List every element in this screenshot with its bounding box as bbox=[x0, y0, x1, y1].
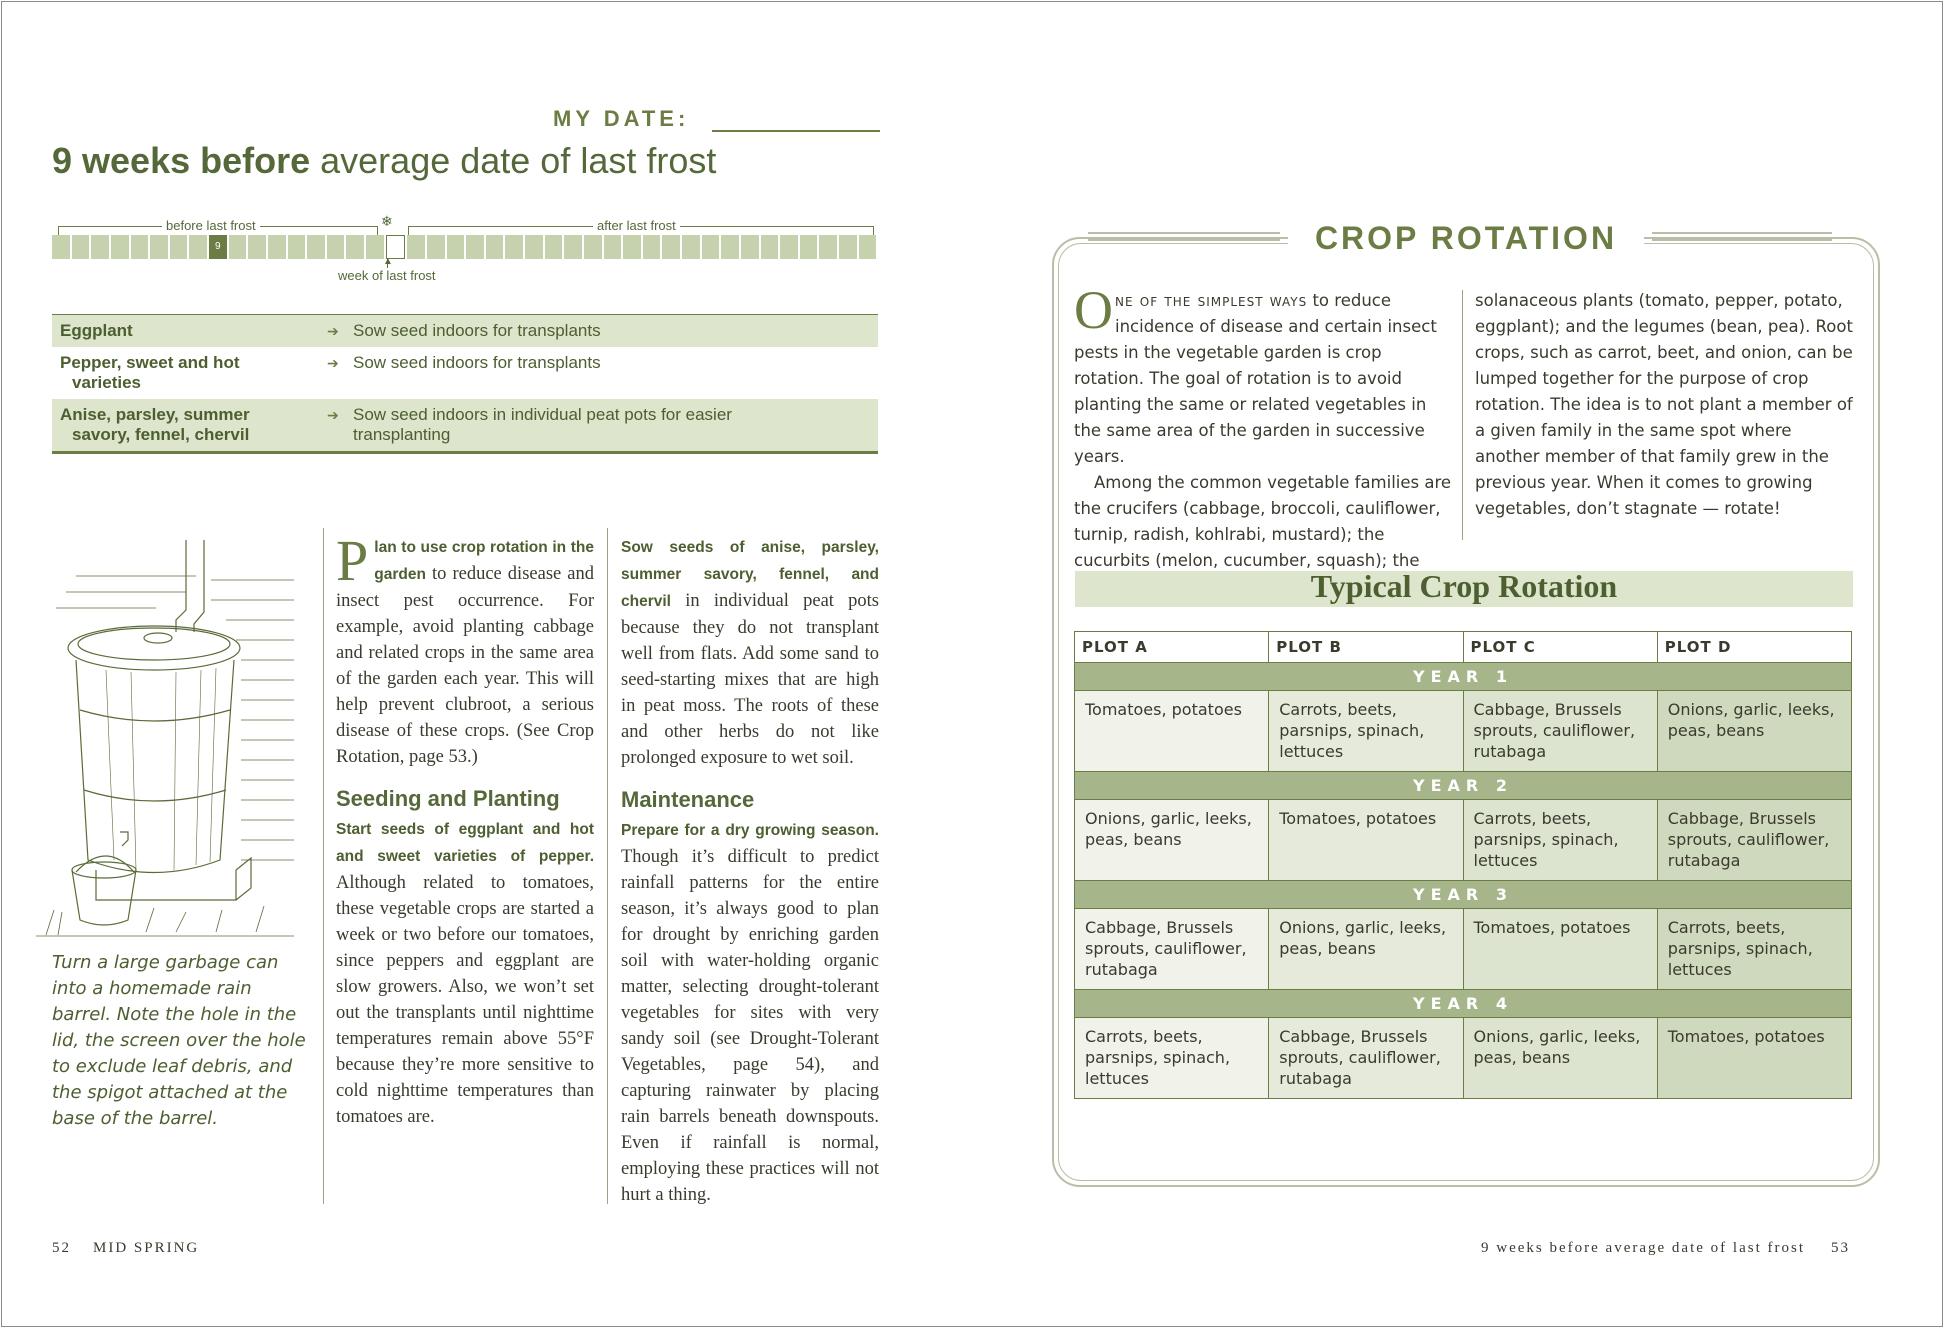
week-cell bbox=[505, 235, 523, 259]
arrow-up-icon: ▲ bbox=[383, 256, 393, 267]
action-line: Sow seed indoors for transplants bbox=[353, 353, 601, 372]
illustration-caption: Turn a large garbage can into a homemade rain barrel. Note the hole in the lid, the screen over the hole to exclude leaf debris, and the spigot attached at the base of the barrel. bbox=[52, 952, 306, 1129]
paragraph: to reduce incidence of disease and certain insect pests in the vegetable garden is crop rotation. The goal of rotation is to avoid planting the same or related vegetables in the same area of the garden in successive years. bbox=[1074, 291, 1437, 466]
table-cell: Tomatoes, potatoes bbox=[1657, 1018, 1851, 1099]
paragraph: Though it’s difficult to predict rainfall patterns for the entire season, it’s always good to plan for drought by enriching garden soil with water-holding organic matter, selecting drought-tolerant vegetables for sites with very sandy soil (see Drought-Tolerant Vegetables, page 54), and capturing rainwater by placing rain barrels beneath downspouts. Even if rainfall is normal, employing these practices will not hurt a thing. bbox=[621, 847, 879, 1205]
week-cell bbox=[150, 235, 168, 259]
week-cell bbox=[268, 235, 286, 259]
subheading: Maintenance bbox=[621, 787, 755, 812]
lead-in: Start seeds of eggplant and hot and sweet varieties of pepper. bbox=[336, 821, 594, 865]
task-row bbox=[52, 347, 878, 399]
week-cell bbox=[623, 235, 641, 259]
my-date-blank-line bbox=[712, 130, 880, 132]
week-cell bbox=[466, 235, 484, 259]
current-week-marker: 9 bbox=[209, 235, 227, 259]
week-cell bbox=[111, 235, 129, 259]
year-band-row bbox=[1075, 990, 1852, 1018]
task-action bbox=[327, 315, 878, 347]
year-label: YEAR 4 bbox=[1075, 990, 1852, 1018]
task-table bbox=[52, 314, 878, 454]
column-rule bbox=[607, 528, 608, 1204]
week-cell bbox=[427, 235, 445, 259]
box-title: CROP ROTATION bbox=[1314, 220, 1618, 256]
table-row bbox=[1075, 800, 1852, 881]
table-cell: Carrots, beets, parsnips, spinach, lettuces bbox=[1075, 1018, 1269, 1099]
task-action bbox=[327, 399, 878, 451]
arrow-right-icon: ➔ bbox=[327, 323, 339, 339]
arrow-right-icon: ➔ bbox=[327, 355, 339, 371]
week-cell bbox=[486, 235, 504, 259]
header-plot-d: PLOT D bbox=[1657, 632, 1851, 663]
action-line: Sow seed indoors in individual peat pots for easier bbox=[353, 405, 732, 424]
subheading: Seeding and Planting bbox=[336, 786, 560, 811]
action-line: Sow seed indoors for transplants bbox=[353, 321, 601, 340]
crop-rotation-table bbox=[1074, 631, 1852, 1099]
lead-in: Sow seeds of anise, parsley, summer savory, fennel, and chervil bbox=[621, 539, 879, 610]
title-rule-left bbox=[1088, 232, 1280, 241]
paragraph: Although related to tomatoes, these vegetable crops are started a week or two before our tomatoes, since peppers and eggplant are slow growers. Also, we won’t set out the transplants until nighttime temperatures remain above 55°F because they’re more sensitive to cold nighttime temperatures than tomatoes are. bbox=[336, 873, 594, 1127]
table-cell: Cabbage, Brussels sprouts, cauliflower, rutabaga bbox=[1075, 909, 1269, 990]
header-plot-a: PLOT A bbox=[1075, 632, 1269, 663]
week-timeline bbox=[52, 235, 878, 259]
my-date-label: MY DATE: bbox=[553, 106, 690, 131]
week-cell bbox=[346, 235, 364, 259]
downspout bbox=[176, 540, 204, 632]
table-cell: Carrots, beets, parsnips, spinach, lettuces bbox=[1463, 800, 1657, 881]
paragraph: to reduce disease and insect pest occurrence. For example, avoid planting cabbage and related crops in the same area of the garden each year. This will help prevent clubroot, a serious disease of these crops. (See Crop Rotation, page 53.) bbox=[336, 564, 594, 767]
week-cell bbox=[189, 235, 207, 259]
rain-barrel-illustration bbox=[36, 540, 294, 940]
paragraph: in individual peat pots because they do not transplant well from flats. Add some sand to seed-starting mixes that are high in peat moss. The roots of these and other herbs do not like prolonged exposure to wet soil. bbox=[621, 591, 879, 768]
drop-cap: P bbox=[336, 528, 369, 593]
lead-in: lan to use crop rotation in the garden bbox=[374, 539, 594, 583]
week-cell bbox=[288, 235, 306, 259]
intro-column-1 bbox=[1074, 280, 1454, 574]
week-cell bbox=[761, 235, 779, 259]
task-action bbox=[327, 347, 878, 399]
week-cell bbox=[721, 235, 739, 259]
task-row bbox=[52, 315, 878, 347]
week-cell bbox=[859, 235, 877, 259]
spigot bbox=[120, 832, 128, 846]
task-crop bbox=[52, 315, 327, 347]
week-cell bbox=[229, 235, 247, 259]
crop-name: savory, fennel, chervil bbox=[72, 425, 250, 444]
year-label: YEAR 1 bbox=[1075, 663, 1852, 691]
before-frost-label: before last frost bbox=[162, 218, 260, 233]
week-of-last-frost-label: week of last frost bbox=[338, 268, 436, 283]
week-cell bbox=[780, 235, 798, 259]
week-cell bbox=[800, 235, 818, 259]
crop-name: Eggplant bbox=[60, 321, 133, 340]
table-header-row bbox=[1075, 632, 1852, 663]
table-cell: Cabbage, Brussels sprouts, cauliflower, rutabaga bbox=[1657, 800, 1851, 881]
week-cell bbox=[327, 235, 345, 259]
week-cell bbox=[447, 235, 465, 259]
body-column-2 bbox=[621, 534, 879, 1208]
week-cell bbox=[307, 235, 325, 259]
task-text bbox=[353, 405, 878, 445]
week-cell bbox=[643, 235, 661, 259]
week-cell bbox=[545, 235, 563, 259]
week-cell bbox=[52, 235, 70, 259]
week-cell bbox=[839, 235, 857, 259]
snowflake-icon: ❄ bbox=[381, 213, 393, 229]
page-number: 53 bbox=[1831, 1240, 1850, 1256]
header-plot-b: PLOT B bbox=[1269, 632, 1463, 663]
year-label: YEAR 3 bbox=[1075, 881, 1852, 909]
table-cell: Onions, garlic, leeks, peas, beans bbox=[1075, 800, 1269, 881]
folio-left bbox=[52, 1240, 199, 1257]
table-title: Typical Crop Rotation bbox=[1310, 568, 1618, 604]
drop-cap: O bbox=[1074, 280, 1113, 340]
house-siding bbox=[56, 576, 294, 860]
body-column-1 bbox=[336, 528, 594, 1130]
week-cell bbox=[407, 235, 425, 259]
table-cell: Cabbage, Brussels sprouts, cauliflower, rutabaga bbox=[1463, 691, 1657, 772]
crop-name: varieties bbox=[72, 373, 141, 392]
week-cell bbox=[702, 235, 720, 259]
week-cell bbox=[170, 235, 188, 259]
small-caps-lead: ne of the simplest ways bbox=[1115, 291, 1308, 310]
year-band-row bbox=[1075, 881, 1852, 909]
week-cell bbox=[131, 235, 149, 259]
title-rule-right bbox=[1652, 232, 1832, 241]
action-line: transplanting bbox=[353, 425, 451, 444]
table-cell: Tomatoes, potatoes bbox=[1463, 909, 1657, 990]
folio-right bbox=[1430, 1240, 1850, 1257]
week-cell bbox=[662, 235, 680, 259]
week-cell bbox=[604, 235, 622, 259]
table-row bbox=[1075, 691, 1852, 772]
running-head: 9 weeks before average date of last frost bbox=[1481, 1240, 1805, 1256]
week-cell bbox=[525, 235, 543, 259]
arrow-right-icon: ➔ bbox=[327, 407, 339, 423]
week-cell bbox=[248, 235, 266, 259]
table-cell: Cabbage, Brussels sprouts, cauliflower, rutabaga bbox=[1269, 1018, 1463, 1099]
table-cell: Carrots, beets, parsnips, spinach, lettuces bbox=[1269, 691, 1463, 772]
table-cell: Onions, garlic, leeks, peas, beans bbox=[1269, 909, 1463, 990]
week-cell bbox=[584, 235, 602, 259]
year-label: YEAR 2 bbox=[1075, 772, 1852, 800]
column-rule bbox=[1462, 290, 1463, 540]
page-number: 52 bbox=[52, 1240, 71, 1256]
week-cell bbox=[366, 235, 384, 259]
year-band-row bbox=[1075, 772, 1852, 800]
crop-name: Anise, parsley, summer bbox=[60, 405, 250, 424]
table-cell: Onions, garlic, leeks, peas, beans bbox=[1657, 691, 1851, 772]
week-cell bbox=[682, 235, 700, 259]
title-rest: average date of last frost bbox=[310, 140, 717, 181]
lead-in: Prepare for a dry growing season. bbox=[621, 822, 879, 839]
week-cell bbox=[564, 235, 582, 259]
table-row bbox=[1075, 1018, 1852, 1099]
year-band-row bbox=[1075, 663, 1852, 691]
task-crop bbox=[52, 399, 327, 451]
header-plot-c: PLOT C bbox=[1463, 632, 1657, 663]
task-text bbox=[353, 353, 878, 393]
table-cell: Tomatoes, potatoes bbox=[1075, 691, 1269, 772]
table-cell: Onions, garlic, leeks, peas, beans bbox=[1463, 1018, 1657, 1099]
after-frost-label: after last frost bbox=[593, 218, 680, 233]
intro-column-2: solanaceous plants (tomato, pepper, potato, eggplant); and the legumes (bean, pea). Root crops, such as carrot, beet, and onion, can be lumped together for the purpose of crop rotation. The idea is to not plant a member of a given family in the same spot where another member of that family grew in the previous year. When it comes to growing vegetables, don’t stagnate — rotate! bbox=[1475, 291, 1853, 518]
barrel-body bbox=[76, 660, 234, 873]
week-cell bbox=[72, 235, 90, 259]
running-head: MID SPRING bbox=[93, 1240, 200, 1256]
week-cell bbox=[91, 235, 109, 259]
table-row bbox=[1075, 909, 1852, 990]
paragraph: Among the common vegetable families are the crucifers (cabbage, broccoli, cauliflower, turnip, radish, kohlrabi, mustard); the cucurbits (melon, cucumber, squash); the bbox=[1074, 473, 1452, 570]
week-cell bbox=[819, 235, 837, 259]
title-bold: 9 weeks before bbox=[52, 140, 311, 181]
column-rule bbox=[323, 528, 324, 1204]
table-cell: Carrots, beets, parsnips, spinach, lettuces bbox=[1657, 909, 1851, 990]
week-cell bbox=[741, 235, 759, 259]
task-crop bbox=[52, 347, 327, 399]
crop-name: Pepper, sweet and hot bbox=[60, 353, 240, 372]
task-row bbox=[52, 399, 878, 451]
table-cell: Tomatoes, potatoes bbox=[1269, 800, 1463, 881]
page-title bbox=[52, 140, 716, 182]
task-text bbox=[353, 321, 878, 341]
